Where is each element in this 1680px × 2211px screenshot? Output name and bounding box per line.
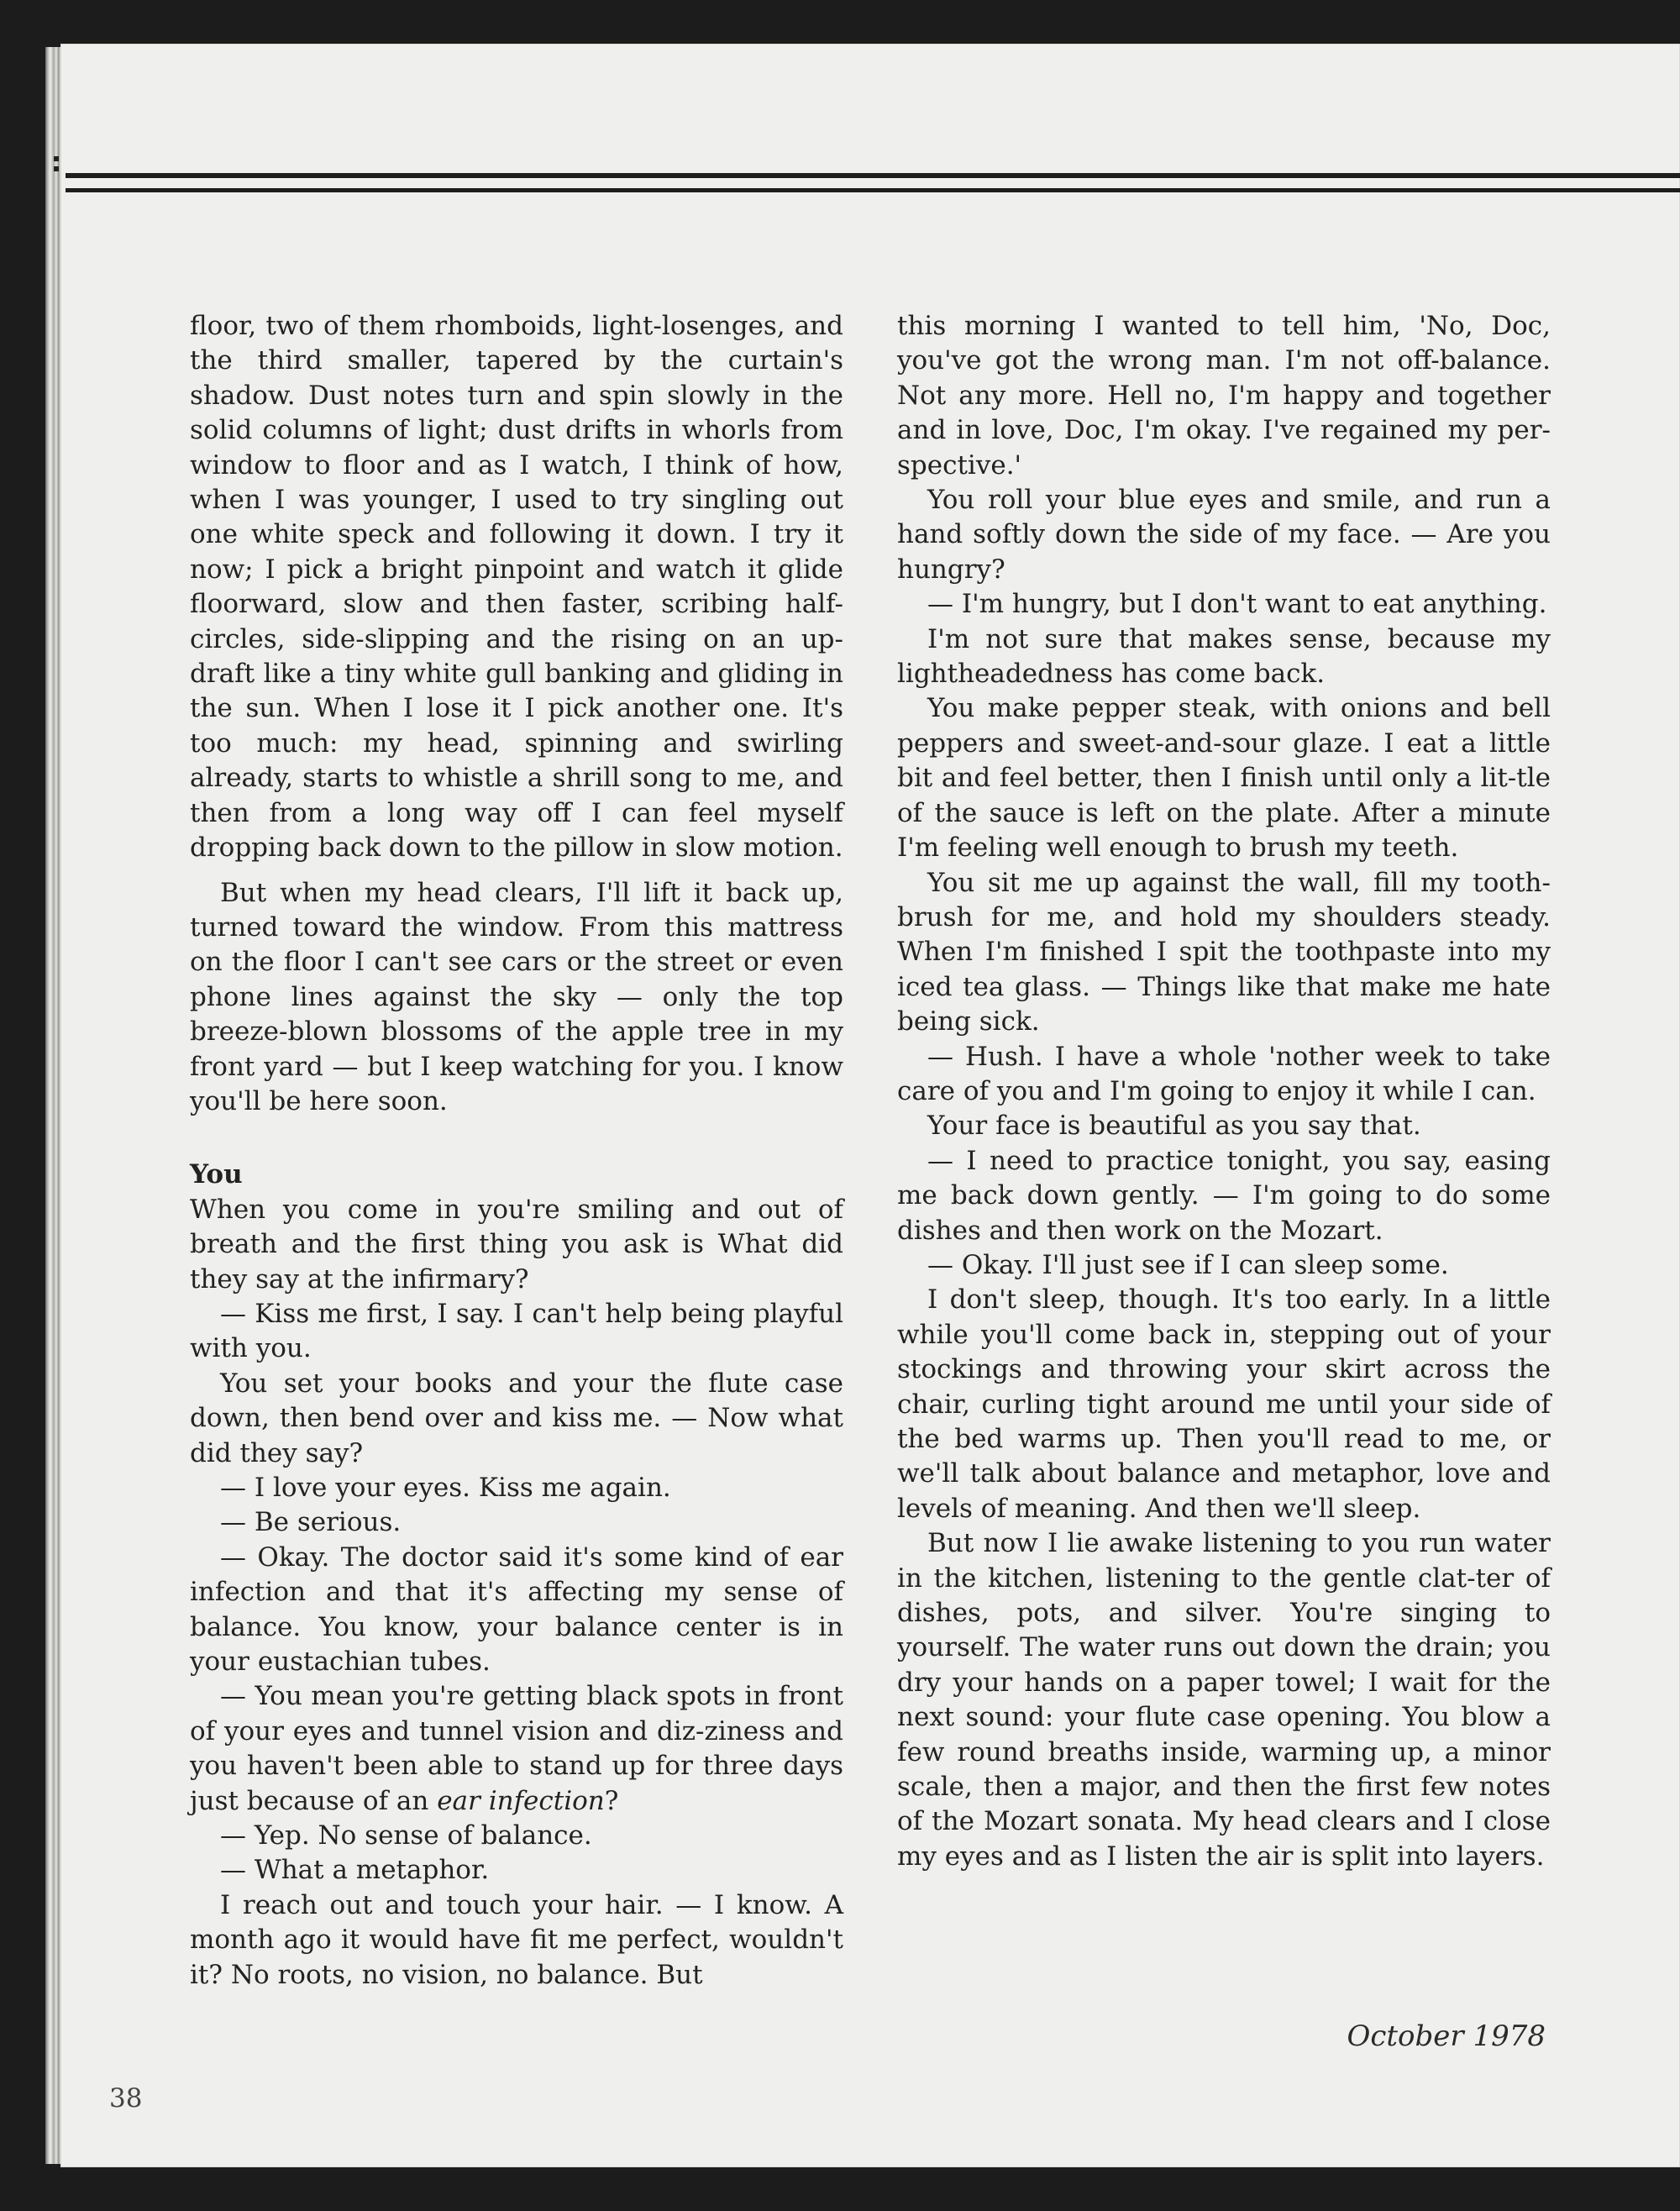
margin-mark [54, 166, 59, 171]
paragraph: — Yep. No sense of balance. [220, 1820, 592, 1851]
page-binding-edge [45, 47, 60, 2164]
paragraph: You roll your blue eyes and smile, and run a hand softly down the side of my face. — Are you hungry? [897, 485, 1551, 585]
paragraph: — I need to practice tonight, you say, easing me back down gently. — I'm going to do some dishes and then work on the Mozart. [897, 1145, 1551, 1246]
paragraph: — Be serious. [220, 1507, 402, 1538]
margin-mark [54, 156, 59, 161]
paragraph: You sit me up against the wall, fill my tooth-brush for me, and hold my shoulders steady. When I'm finished I spit the toothpaste into my iced tea glass. — Things like that make me hate being sick. [897, 867, 1551, 1037]
paragraph: You make pepper steak, with onions and bell peppers and sweet-and-sour glaze. I eat a little bit and feel better, then I finish until only a lit-tle of the sauce is left on the plate. After a minute I'm feeling well enough to brush my teeth. [897, 693, 1551, 864]
paragraph: — Hush. I have a whole 'nother week to take care of you and I'm going to enjoy it while I can. [897, 1041, 1551, 1106]
paragraph: When you come in you're smiling and out of breath and the first thing you ask is What did they say at the infirmary? [190, 1194, 843, 1295]
paragraph: But now I lie awake listening to you run water in the kitchen, listening to the gentle clat-ter of dishes, pots, and silver. You're singing to yourself. The water runs out down the drain; you dry your hands on a paper towel; I wait for the next sound: your flute case opening. You blow a few round breaths inside, warming up, a minor scale, then a major, and then the first few notes of the Mozart sonata. My head clears and I close my eyes and as I listen the air is split into layers. [897, 1528, 1551, 1872]
paragraph: — What a metaphor. [220, 1855, 490, 1886]
header-rule-top [66, 173, 1680, 178]
paragraph: You set your books and your the flute case down, then bend over and kiss me. — Now what did they say? [190, 1368, 843, 1468]
paragraph: I reach out and touch your hair. — I know. A month ago it would have fit me perfect, wouldn't it? No roots, no vision, no balance. But [190, 1889, 843, 1990]
paragraph-text: ? [604, 1785, 619, 1816]
paragraph: Your face is beautiful as you say that. [927, 1111, 1421, 1142]
paragraph: I don't sleep, though. It's too early. In a little while you'll come back in, stepping out of your stockings and throwing your skirt across the chair, curling tight around me until your side of the bed warms up. Then you'll read to me, or we'll talk about balance and metaphor, love and levels of meaning. And then we'll sleep. [897, 1284, 1551, 1524]
paragraph: floor, two of them rhomboids, light-losenges, and the third smaller, tapered by the curtain's shadow. Dust notes turn and spin slowly in the solid columns of light; dust drifts in whorls from window to floor and as I watch, I think of how, when I was younger, I used to try singling out one white speck and following it down. I try it now; I pick a bright pinpoint and watch it glide floorward, slow and then faster, scribing half-circles, side-slipping and the rising on an up-draft like a tiny white gull banking and gliding in the sun. When I lose it I pick another one. It's too much: my head, spinning and swirling already, starts to whistle a shrill song to me, and then from a long way off I can feel myself dropping back down to the pillow in slow motion. [190, 311, 843, 864]
paragraph: — Okay. The doctor said it's some kind of ear infection and that it's affecting my sense of balance. You know, your balance center is in your eustachian tubes. [190, 1541, 843, 1678]
paragraph-text: — You mean you're getting black spots in front of your eyes and tunnel vision and diz-ziness and you haven't been able to stand up for three days just because of an [190, 1681, 843, 1816]
paragraph: — I love your eyes. Kiss me again. [220, 1473, 671, 1503]
page-number: 38 [109, 2083, 143, 2114]
paragraph: — Okay. I'll just see if I can sleep some. [927, 1249, 1449, 1280]
paragraph: I'm not sure that makes sense, because my lightheadedness has come back. [897, 623, 1551, 690]
paragraph: this morning I wanted to tell him, 'No, Doc, you've got the wrong man. I'm not off-balance. Not any more. Hell no, I'm happy and together and in love, Doc, I'm okay. I've regained my per-spective.' [897, 311, 1551, 481]
paragraph: But when my head clears, I'll lift it back up, turned toward the window. From this mattress on the floor I can't see cars or the street or even phone lines against the sky — only the top breeze-blown blossoms of the apple tree in my front yard — but I keep watching for you. I know you'll be here soon. [190, 877, 843, 1116]
left-column [190, 309, 843, 1993]
section-heading: You [190, 1159, 243, 1190]
paragraph [190, 1679, 843, 1819]
paragraph: — Kiss me first, I say. I can't help being playful with you. [190, 1298, 843, 1364]
italic-phrase: ear infection [437, 1785, 605, 1816]
issue-date: October 1978 [1347, 2019, 1546, 2053]
right-column [897, 309, 1551, 1874]
paragraph: — I'm hungry, but I don't want to eat anything. [927, 589, 1547, 620]
header-rule-bottom [66, 188, 1680, 192]
